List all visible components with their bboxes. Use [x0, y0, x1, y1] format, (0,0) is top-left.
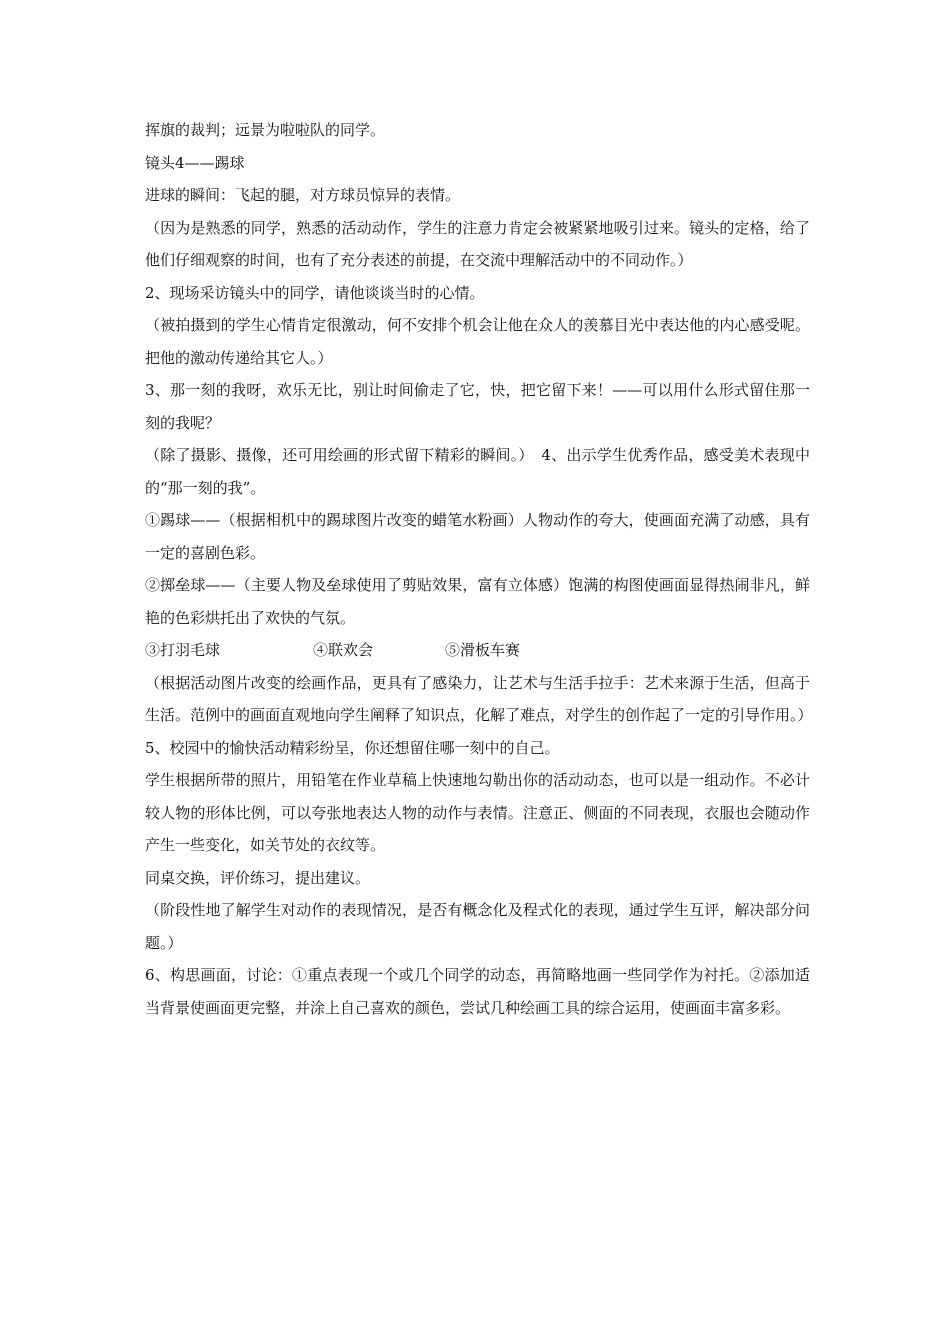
paragraph: 同桌交换，评价练习，提出建议。: [145, 868, 371, 887]
paragraph: 学生根据所带的照片，用铅笔在作业草稿上快速地勾勒出你的活动动态，也可以是一组动作。不必计较人物的形体比例，可以夸张地表达人物的动作与表情。注意正、侧面的不同表现，衣服也会随动作产生一些变化，如关节处的衣纹等。: [145, 771, 810, 854]
examples-row: [145, 634, 810, 667]
paragraph: （被拍摄到的学生心情肯定很激动，何不安排个机会让他在众人的羡慕目光中表达他的内心感受呢。把他的激动传递给其它人。）: [145, 316, 810, 367]
example-item: ⑤滑板车赛: [445, 641, 521, 659]
example-item: ③打羽毛球: [145, 641, 221, 659]
paragraph: （除了摄影、摄像，还可用绘画的形式留下精彩的瞬间。） 4、出示学生优秀作品，感受美术表现中的“那一刻的我”。: [145, 446, 810, 497]
paragraph: 挥旗的裁判；远景为啦啦队的同学。: [145, 121, 386, 139]
document-body: [145, 114, 813, 1024]
paragraph: （根据活动图片改变的绘画作品，更具有了感染力，让艺术与生活手拉手：艺术来源于生活，但高于生活。范例中的画面直观地向学生阐释了知识点，化解了难点，对学生的创作起了一定的引导作用。）: [145, 673, 813, 724]
paragraph: 2、现场采访镜头中的同学，请他谈谈当时的心情。: [145, 283, 485, 302]
paragraph: 镜头4——踢球: [145, 153, 245, 172]
paragraph: ②掷垒球——（主要人物及垒球使用了剪贴效果，富有立体感）饱满的构图使画面显得热闹非凡，鲜艳的色彩烘托出了欢快的气氛。: [145, 576, 810, 627]
paragraph: 3、那一刻的我呀，欢乐无比，别让时间偷走了它，快，把它留下来！——可以用什么形式留住那一刻的我呢？: [145, 381, 810, 432]
paragraph: （阶段性地了解学生对动作的表现情况，是否有概念化及程式化的表现，通过学生互评，解决部分问题。）: [145, 901, 810, 952]
paragraph: 6、构思画面，讨论：①重点表现一个或几个同学的动态，再简略地画一些同学作为衬托。②添加适当背景使画面更完整，并涂上自己喜欢的颜色，尝试几种绘画工具的综合运用，使画面丰富多彩。: [145, 966, 810, 1017]
paragraph: （因为是熟悉的同学，熟悉的活动动作，学生的注意力肯定会被紧紧地吸引过来。镜头的定格，给了他们仔细观察的时间，也有了充分表述的前提，在交流中理解活动中的不同动作。）: [145, 218, 810, 269]
paragraph: 进球的瞬间：飞起的腿，对方球员惊异的表情。: [145, 186, 461, 204]
paragraph: ①踢球——（根据相机中的踢球图片改变的蜡笔水粉画）人物动作的夸大，使画面充满了动感，具有一定的喜剧色彩。: [145, 511, 810, 562]
example-item: ④联欢会: [313, 641, 374, 659]
paragraph: 5、校园中的愉快活动精彩纷呈，你还想留住哪一刻中的自己。: [145, 738, 560, 757]
